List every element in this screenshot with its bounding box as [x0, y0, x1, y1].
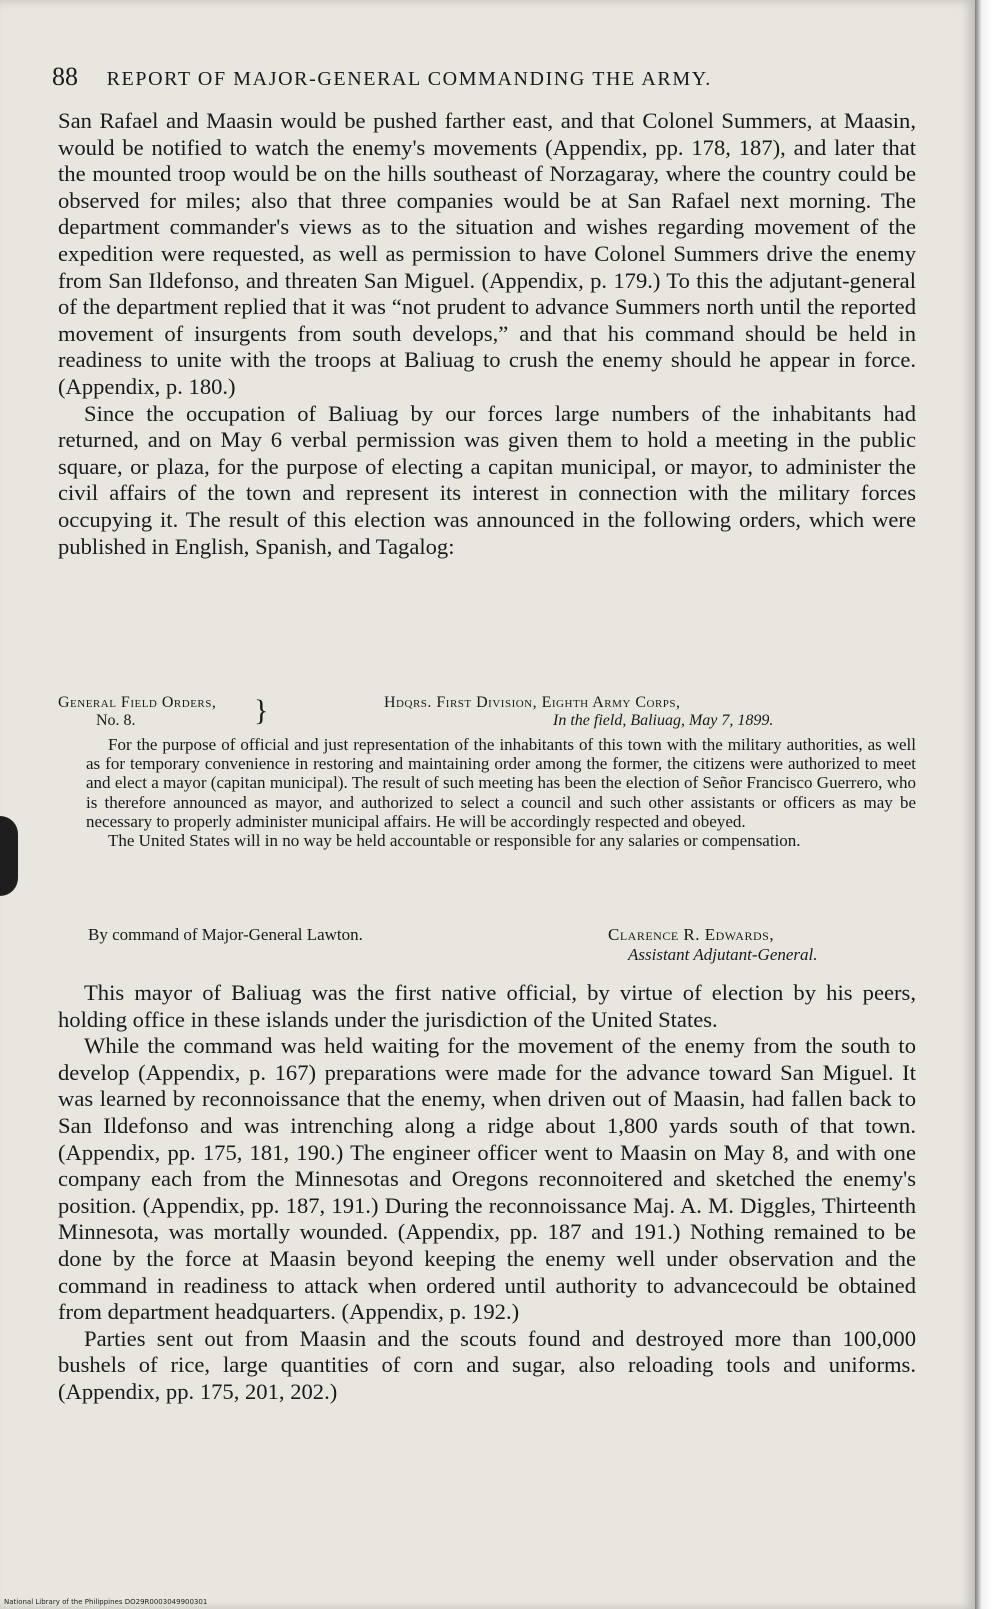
order-heading: [58, 694, 918, 736]
signer-name: Clarence R. Edwards,: [608, 925, 775, 944]
paragraph: Since the occupation of Baliuag by our forces large numbers of the inhabitants had returned, and on May 6 verbal permission was given them to hold a meeting in the public square, or plaza, for the purpose of electing a capitan municipal, or mayor, to administer the civil affairs of the town and represent its interest in connection with the military forces occupying it. The result of this election was announced in the following orders, which were published in English, Spanish, and Tagalog:: [58, 400, 916, 559]
body-text-top: [58, 108, 916, 560]
running-title: REPORT OF MAJOR-GENERAL COMMANDING THE ARMY.: [106, 68, 712, 90]
library-footer: National Library of the Philippines DO29R0003049900301: [4, 1598, 208, 1606]
order-signoff: [88, 925, 918, 969]
signer-title: Assistant Adjutant-General.: [628, 945, 818, 964]
order-paragraph: The United States will in no way be held accountable or responsible for any salaries or compensation.: [108, 831, 801, 851]
paragraph: Parties sent out from Maasin and the scouts found and destroyed more than 100,000 bushels of rice, large quantities of corn and sugar, also reloading tools and uniforms. (Appendix, pp. 175, 201, 202.): [58, 1325, 916, 1404]
page-header: [52, 62, 932, 92]
order-title: General Field Orders,: [58, 694, 217, 711]
paragraph: This mayor of Baliuag was the first native official, by virtue of election by his peers, holding office in these islands under the jurisdiction of the United States.: [58, 980, 916, 1032]
page-edge-shadow: [975, 0, 992, 1609]
binding-hole: [0, 816, 18, 896]
by-command: By command of Major-General Lawton.: [88, 925, 363, 944]
order-body: [86, 735, 916, 850]
headquarters-line: Hdqrs. First Division, Eighth Army Corps,: [384, 694, 681, 711]
brace: }: [254, 694, 269, 727]
order-paragraph: For the purpose of official and just representation of the inhabitants of this town with the military authorities, as well as for temporary convenience in restoring and maintaining order among the former, the citizens were authorized to meet and elect a mayor (capitan municipal). The result of such meeting has been the election of Señor Francisco Guerrero, who is therefore announced as mayor, and authorized to select a council and such other assistants or officers as may be necessary to properly administer municipal affairs. He will be accordingly respected and obeyed.: [86, 735, 916, 831]
order-place-date: In the field, Baliuag, May 7, 1899.: [553, 712, 774, 729]
paragraph: San Rafael and Maasin would be pushed farther east, and that Colonel Summers, at Maasin, would be notified to watch the enemy's movements (Appendix, pp. 178, 187), and later that the mounted troop would be on the hills southeast of Norzagaray, where the country could be observed for miles; also that three companies would be at San Rafael next morning. The department commander's views as to the situation and wishes regarding movement of the expedition were requested, as well as permission to have Colonel Summers drive the enemy from San Ildefonso, and threaten San Miguel. (Appendix, p. 179.) To this the adjutant-general of the department replied that it was “not prudent to advance Summers north until the reported movement of insurgents from south develops,” and that his command should be held in readiness to unite with the troops at Baliuag to crush the enemy should he appear in force. (Appendix, p. 180.): [58, 108, 916, 399]
page-number: 88: [52, 62, 78, 91]
paragraph: While the command was held waiting for the movement of the enemy from the south to develop (Appendix, p. 167) preparations were made for the advance toward San Miguel. It was learned by reconnoissance that the enemy, when driven out of Maasin, had fallen back to San Ildefonso and was intrenching along a ridge about 1,800 yards south of that town. (Appendix, pp. 175, 181, 190.) The engineer officer went to Maasin on May 8, and with one company each from the Minnesotas and Oregons reconnoitered and sketched the enemy's position. (Appendix, pp. 187, 191.) During the reconnoissance Maj. A. M. Diggles, Thirteenth Minnesota, was mortally wounded. (Appendix, pp. 187 and 191.) Nothing remained to be done by the force at Maasin beyond keeping the enemy well under observation and the command in readiness to attack when ordered until authority to advancecould be obtained from department headquarters. (Appendix, p. 192.): [58, 1033, 916, 1325]
body-text-bottom: [58, 980, 916, 1406]
order-number: No. 8.: [96, 712, 136, 729]
